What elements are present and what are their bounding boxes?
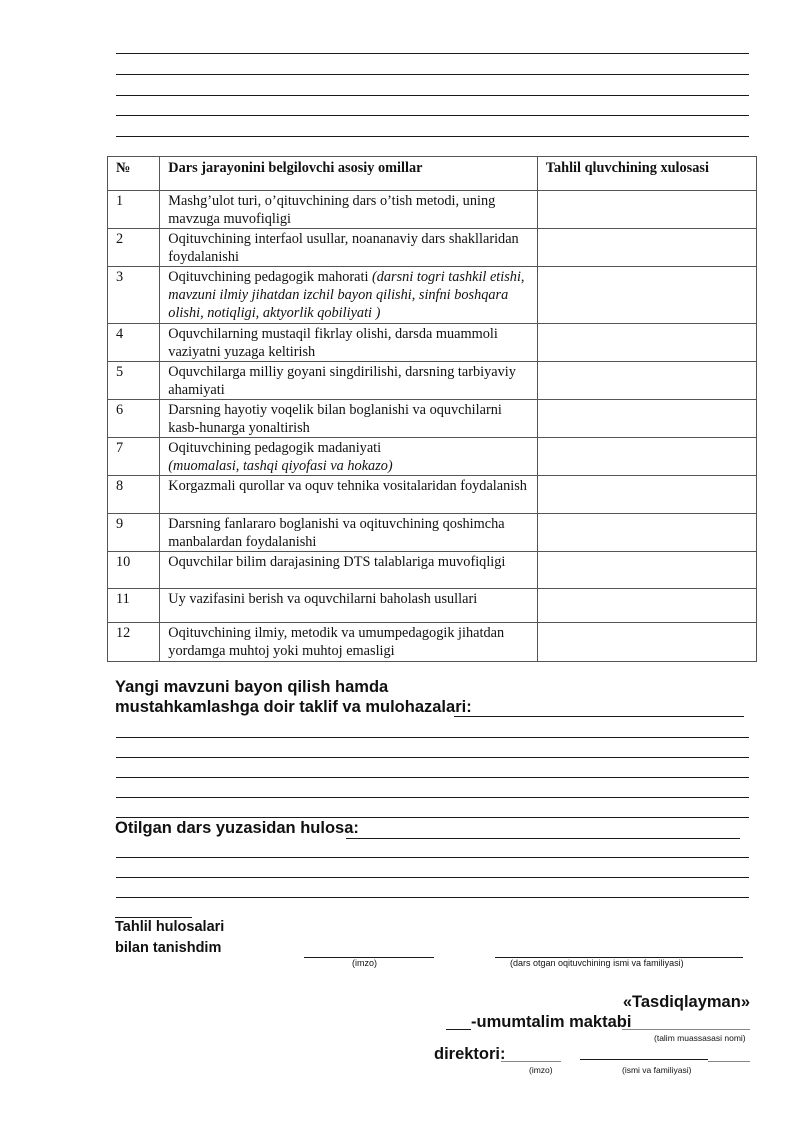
row-conclusion-cell[interactable] (537, 229, 756, 267)
director-signature-caption: (imzo) (529, 1065, 553, 1075)
factor-text: Oqituvchining ilmiy, metodik va umumpedagogik jihatdan yordamga muhtoj yoki muhtoj emasligi (168, 625, 505, 659)
table-row (108, 552, 757, 589)
column-header-number: № (108, 157, 160, 191)
row-number: 3 (108, 267, 160, 324)
row-number: 4 (108, 324, 160, 362)
factor-detail: (darsni togri tashkil etishi, mavzuni ilmiy jihatdan izchil bayon qilishi, sinfni boshqara olishi, notiqligi, aktyorlik qobiliyati ) (168, 269, 525, 321)
row-factor (160, 191, 537, 229)
factor-text: Oquvchilarning mustaqil fikrlay olishi, darsda muammoli vaziyatni yuzaga keltirish (168, 326, 498, 360)
row-number: 5 (108, 362, 160, 400)
row-conclusion-cell[interactable] (537, 476, 756, 514)
row-number: 1 (108, 191, 160, 229)
row-conclusion-cell[interactable] (537, 400, 756, 438)
row-conclusion-cell[interactable] (537, 324, 756, 362)
row-factor (160, 514, 537, 552)
row-conclusion-cell[interactable] (537, 267, 756, 324)
factor-detail: (muomalasi, tashqi qiyofasi va hokazo) (168, 458, 393, 474)
row-number: 7 (108, 438, 160, 476)
blank-line (116, 136, 749, 137)
factor-text: Mashg’ulot turi, o’qituvchining dars o’tish metodi, uning mavzuga muvofiqligi (168, 193, 496, 227)
factor-text: Oqituvchining interfaol usullar, noananaviy dars shakllaridan foydalanishi (168, 231, 519, 265)
director-name-line-extension (708, 1061, 750, 1062)
row-conclusion-cell[interactable] (537, 191, 756, 229)
conclusion-heading: Otilgan dars yuzasidan hulosa: (115, 819, 359, 837)
row-factor (160, 476, 537, 514)
row-conclusion-cell[interactable] (537, 623, 756, 662)
blank-line (116, 53, 749, 54)
row-factor (160, 438, 537, 476)
factor-text: Uy vazifasini berish va oquvchilarni baholash usullari (168, 591, 478, 607)
proposals-heading-line1: Yangi mavzuni bayon qilish hamda (115, 678, 389, 696)
school-number-line[interactable] (446, 1029, 471, 1030)
factor-text: Oquvchilarga milliy goyani singdirilishi, darsning tarbiyaviy ahamiyati (168, 364, 516, 398)
factor-text: Oqituvchining pedagogik madaniyati (168, 440, 382, 456)
row-number: 11 (108, 589, 160, 623)
table-row (108, 267, 757, 324)
row-conclusion-cell[interactable] (537, 362, 756, 400)
row-factor (160, 400, 537, 438)
row-conclusion-cell[interactable] (537, 552, 756, 589)
acquaint-line2: bilan tanishdim (115, 940, 222, 956)
factor-text: Oquvchilar bilim darajasining DTS talablariga muvofiqligi (168, 554, 506, 570)
blank-line (116, 95, 749, 96)
factor-text: Oqituvchining pedagogik mahorati (168, 269, 372, 285)
blank-line[interactable] (116, 737, 749, 738)
column-header-factors: Dars jarayonini belgilovchi asosiy omillar (160, 157, 537, 191)
teacher-signature-caption: (imzo) (352, 958, 377, 968)
factor-text: Darsning hayotiy voqelik bilan boglanishi va oquvchilarni kasb-hunarga yonaltirish (168, 402, 502, 436)
row-number: 9 (108, 514, 160, 552)
blank-line[interactable] (116, 897, 749, 898)
director-name-caption: (ismi va familiyasi) (622, 1065, 692, 1075)
table-row (108, 623, 757, 662)
acquaint-line1: Tahlil hulosalari (115, 919, 225, 935)
director-name-line[interactable] (580, 1059, 708, 1060)
institution-caption: (talim muassasasi nomi) (654, 1033, 746, 1043)
institution-name-line[interactable] (622, 1029, 750, 1030)
row-number: 12 (108, 623, 160, 662)
school-suffix: -umumtalim maktabi (471, 1013, 632, 1031)
short-line (115, 917, 192, 918)
row-factor (160, 623, 537, 662)
row-conclusion-cell[interactable] (537, 438, 756, 476)
proposals-heading-line2: mustahkamlashga doir taklif va mulohazalari: (115, 698, 472, 716)
approval-title: «Tasdiqlayman» (622, 993, 750, 1011)
blank-line (116, 74, 749, 75)
director-label: direktori: (434, 1045, 506, 1063)
row-number: 6 (108, 400, 160, 438)
row-number: 10 (108, 552, 160, 589)
row-conclusion-cell[interactable] (537, 514, 756, 552)
blank-line[interactable] (116, 797, 749, 798)
row-number: 2 (108, 229, 160, 267)
blank-line (116, 115, 749, 116)
table-row (108, 362, 757, 400)
teacher-name-caption: (dars otgan oqituvchining ismi va familiyasi) (510, 958, 684, 968)
row-number: 8 (108, 476, 160, 514)
row-conclusion-cell[interactable] (537, 589, 756, 623)
table-row (108, 400, 757, 438)
table-row (108, 191, 757, 229)
row-factor (160, 552, 537, 589)
blank-line[interactable] (116, 757, 749, 758)
blank-line[interactable] (116, 777, 749, 778)
table-header-row (108, 157, 757, 191)
column-header-conclusion: Tahlil qluvchining xulosasi (537, 157, 756, 191)
row-factor (160, 589, 537, 623)
conclusion-answer-line[interactable] (346, 838, 740, 839)
blank-line[interactable] (116, 857, 749, 858)
table-row (108, 438, 757, 476)
row-factor (160, 229, 537, 267)
evaluation-table (107, 156, 757, 662)
row-factor (160, 362, 537, 400)
factor-text: Darsning fanlararo boglanishi va oqituvchining qoshimcha manbalardan foydalanishi (168, 516, 505, 550)
table-row (108, 589, 757, 623)
blank-line[interactable] (116, 817, 749, 818)
proposals-answer-line[interactable] (454, 716, 744, 717)
row-factor (160, 267, 537, 324)
table-row (108, 476, 757, 514)
factor-text: Korgazmali qurollar va oquv tehnika vositalaridan foydalanish (168, 478, 527, 494)
blank-line[interactable] (116, 877, 749, 878)
table-row (108, 324, 757, 362)
director-signature-line[interactable] (501, 1061, 561, 1062)
table-row (108, 514, 757, 552)
table-row (108, 229, 757, 267)
row-factor (160, 324, 537, 362)
